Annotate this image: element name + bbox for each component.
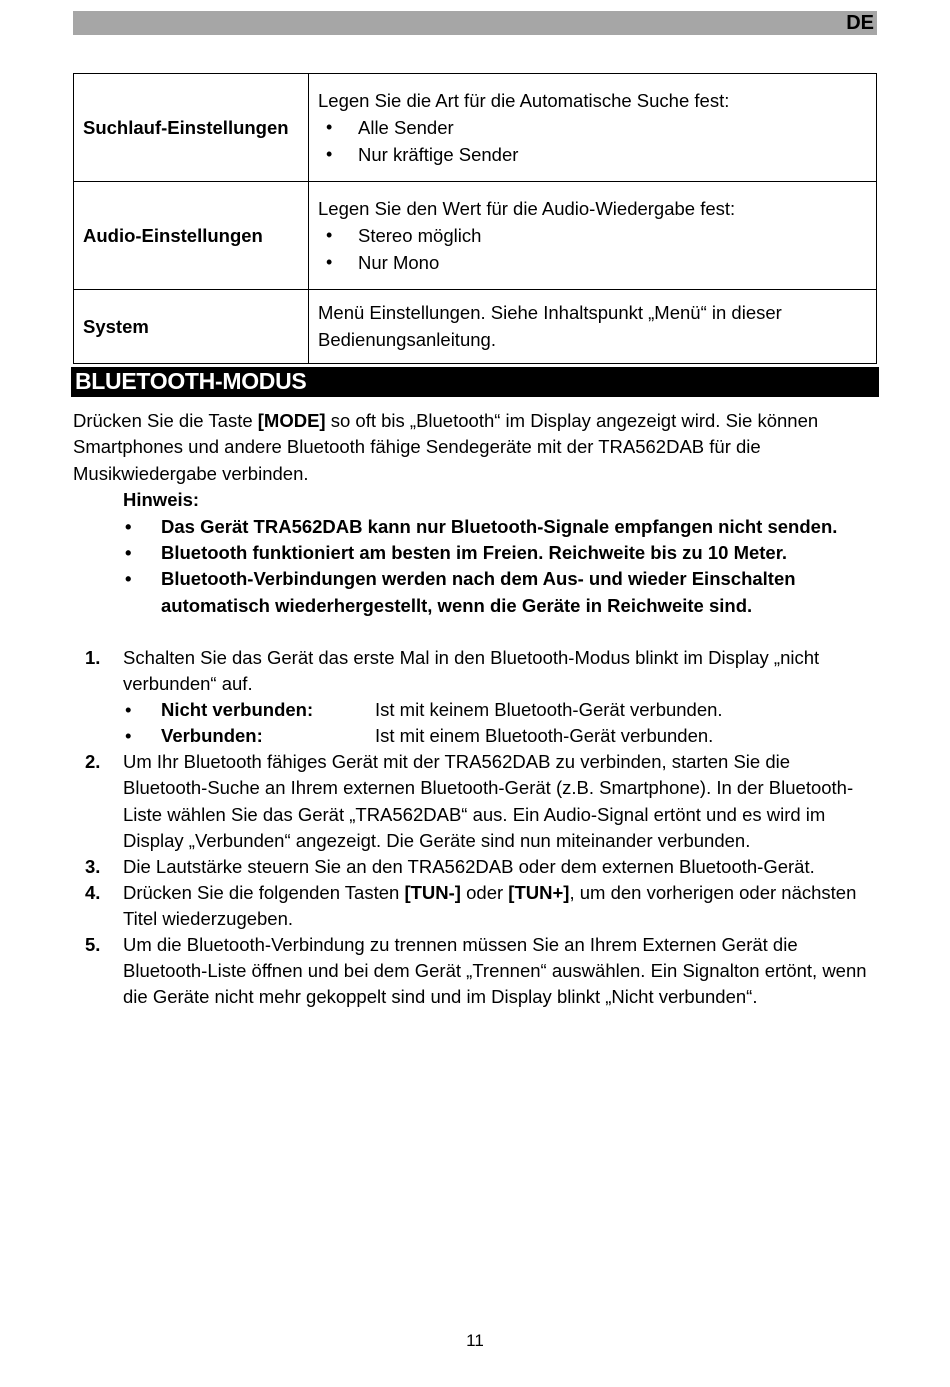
- tun-plus-key: [TUN+]: [508, 881, 570, 903]
- row-description: [309, 74, 877, 182]
- status-item: [123, 697, 879, 723]
- step-item: [73, 749, 879, 853]
- settings-table: [73, 73, 877, 364]
- language-code: DE: [846, 12, 874, 34]
- section-header: [71, 367, 879, 397]
- option-item: • Alle Sender: [318, 114, 868, 141]
- step-item: [73, 854, 879, 880]
- step-number: 5.: [85, 934, 101, 956]
- section-body: [73, 408, 879, 619]
- step-text: oder: [460, 881, 509, 903]
- row-description: [309, 290, 877, 364]
- status-description: Ist mit einem Bluetooth-Gerät verbunden.: [375, 725, 714, 747]
- option-item: • Nur kräftige Sender: [318, 141, 868, 168]
- hint-item: • Bluetooth-Verbindungen werden nach dem Aus- und wieder Einschalten automatisch wiederhergestellt, wenn die Geräte in Reichweite sind.: [123, 566, 879, 619]
- table-row-audio-settings: [74, 182, 877, 290]
- hint-item: • Das Gerät TRA562DAB kann nur Bluetooth-Signale empfangen nicht senden.: [123, 514, 879, 540]
- page-number: 11: [466, 1331, 484, 1350]
- language-header-bar: [73, 11, 877, 35]
- hint-block: [123, 487, 879, 619]
- step-item: [73, 880, 879, 932]
- step-text: Drücken Sie die folgenden Tasten: [123, 881, 405, 903]
- option-item: • Nur Mono: [318, 249, 868, 276]
- steps-list: [73, 645, 879, 1010]
- status-term: Nicht verbunden:: [161, 699, 314, 721]
- section-title: BLUETOOTH-MODUS: [75, 368, 307, 394]
- intro-paragraph: [73, 408, 879, 487]
- status-item: [123, 723, 879, 749]
- hint-list: [123, 514, 879, 620]
- option-item: • Stereo möglich: [318, 222, 868, 249]
- status-list: [123, 697, 879, 749]
- status-description: Ist mit keinem Bluetooth-Gerät verbunden.: [375, 699, 723, 721]
- step-text: , um den vorherigen oder nächsten Titel wiederzugeben.: [123, 881, 857, 929]
- row-description: [309, 182, 877, 290]
- step-text: Schalten Sie das Gerät das erste Mal in den Bluetooth-Modus blinkt im Display „nicht verbunden“ auf.: [123, 647, 820, 695]
- intro-text: Drücken Sie die Taste: [73, 410, 258, 431]
- table-row-system: [74, 290, 877, 364]
- step-item: [73, 645, 879, 749]
- description-intro: Legen Sie den Wert für die Audio-Wiedergabe fest:: [318, 197, 736, 219]
- step-number: 1.: [85, 647, 101, 668]
- description-intro: Menü Einstellungen. Siehe Inhaltspunkt „Menü“ in dieser Bedienungsanleitung.: [318, 302, 782, 350]
- step-number: 2.: [85, 751, 101, 773]
- option-list: [318, 114, 868, 168]
- step-number: 4.: [85, 881, 101, 903]
- table-row-search-settings: [74, 74, 877, 182]
- step-text: Um Ihr Bluetooth fähiges Gerät mit der TRA562DAB zu verbinden, starten Sie die Bluetooth-Suche an Ihrem externen Bluetooth-Gerät (z.B. Smartphone). In der Bluetooth-Liste wählen Sie das Gerät „TRA562DAB“ aus. Ein Audio-Signal ertönt und es wird im Display „Verbunden“ angezeigt. Die Geräte sind nun miteinander verbunden.: [123, 751, 854, 851]
- step-text: Die Lautstärke steuern Sie an den TRA562DAB oder dem externen Bluetooth-Gerät.: [123, 855, 815, 877]
- mode-key: [MODE]: [257, 410, 326, 431]
- status-term: Verbunden:: [161, 725, 263, 747]
- row-label: Suchlauf-Einstellungen: [74, 74, 309, 182]
- intro-text: so oft bis „Bluetooth“ im Display angezeigt wird. Sie können Smartphones und andere Bluetooth fähige Sendegeräte mit der TRA562DAB für die Musikwiedergabe verbinden.: [73, 410, 819, 484]
- row-label: System: [74, 290, 309, 364]
- option-list: [318, 222, 868, 276]
- step-text: Um die Bluetooth-Verbindung zu trennen müssen Sie an Ihrem Externen Gerät die Bluetooth-Liste öffnen und bei dem Gerät „Trennen“ auswählen. Ein Signalton ertönt, wenn die Geräte nicht mehr gekoppelt sind und im Display blinkt „Nicht verbunden“.: [123, 934, 867, 1008]
- hint-title: Hinweis:: [123, 489, 200, 511]
- hint-item: • Bluetooth funktioniert am besten im Freien. Reichweite bis zu 10 Meter.: [123, 540, 879, 566]
- tun-minus-key: [TUN-]: [404, 881, 461, 903]
- step-number: 3.: [85, 855, 101, 877]
- row-label: Audio-Einstellungen: [74, 182, 309, 290]
- description-intro: Legen Sie die Art für die Automatische Suche fest:: [318, 89, 730, 111]
- step-item: [73, 932, 879, 1010]
